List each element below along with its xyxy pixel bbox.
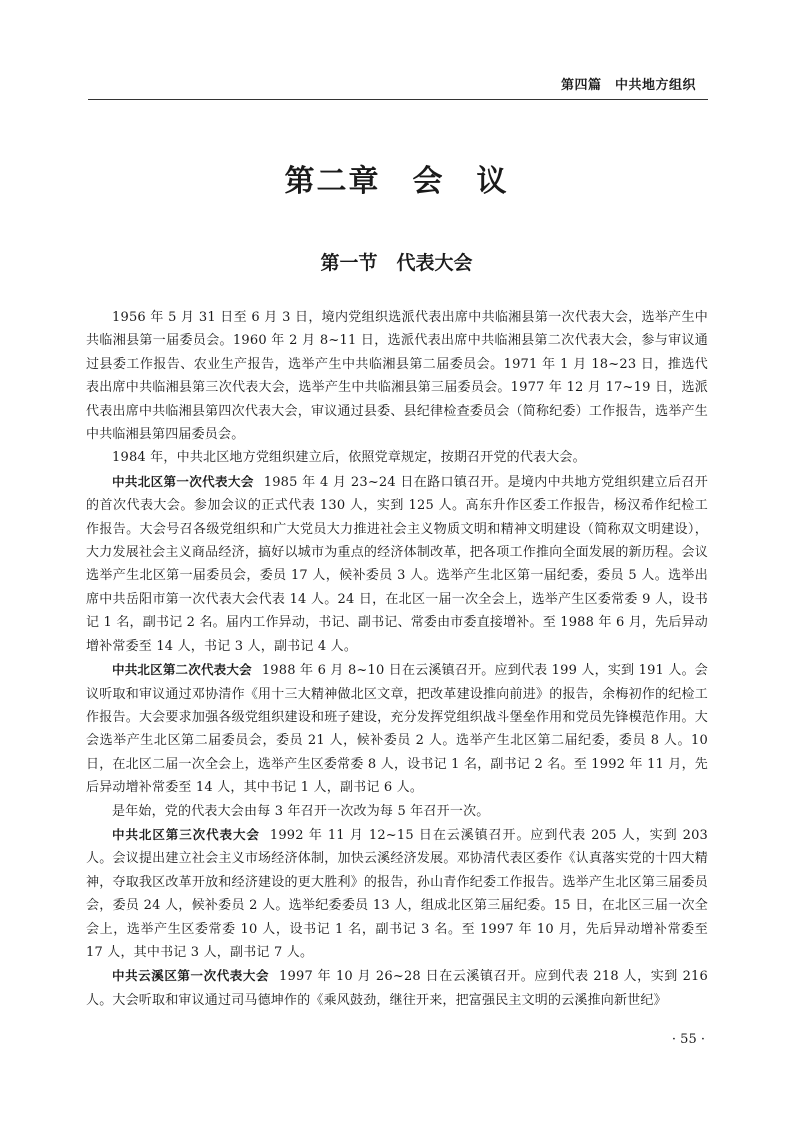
paragraph xyxy=(86,823,708,964)
running-header xyxy=(88,0,708,101)
paragraph-lead-heading: 中共北区第一次代表大会 xyxy=(112,473,254,489)
paragraph xyxy=(86,658,708,799)
paragraph-lead-heading: 中共北区第二次代表大会 xyxy=(112,662,252,678)
paragraph-text: 1997 年 10 月 26~28 日在云溪镇召开。应到代表 218 人，实到 216 人。大会听取和审议通过司马德坤作的《乘风鼓劲，继往开来，把富强民主文明的云溪推向新世纪》 xyxy=(86,969,708,1008)
paragraph-text: 1988 年 6 月 8~10 日在云溪镇召开。应到代表 199 人，实到 191 人。会议听取和审议通过邓协清作《用十三大精神做北区文章，把改革建设推向前进》的报告，余梅初作的纪检工作报告。大会要求加强各级党组织建设和班子建设，充分发挥党组织战斗堡垒作用和党员先锋模范作用。大会选举产生北区第二届委员会，委员 21 人，候补委员 2 人。选举产生北区第二届纪委，委员 8 人。10 日，在北区二届一次全会上，选举产生区委常委 8 人，设书记 1 名，副书记 2 名。至 1992 年 11 月，先后异动增补常委至 14 人，其中书记 1 人，副书记 6 人。 xyxy=(86,663,708,796)
paragraph-lead-heading: 中共北区第三次代表大会 xyxy=(112,826,260,842)
section-title: 第一节 代表大会 xyxy=(320,252,473,274)
paragraph xyxy=(86,446,708,469)
chapter-title: 第二章 会 议 xyxy=(284,164,509,199)
paragraph-text: 是年始，党的代表大会由每 3 年召开一次改为每 5 年召开一次。 xyxy=(112,803,490,819)
header-rule xyxy=(88,99,708,100)
body-text xyxy=(86,306,708,1012)
paragraph-text: 1985 年 4 月 23~24 日在路口镇召开。是境内中共地方党组织建立后召开的首次代表大会。参加会议的正式代表 130 人，实到 125 人。高东升作区委工作报告，杨汉希作纪检工作报告。大会号召各级党组织和广大党员大力推进社会主义物质文明和精神文明建设（简称双文明建设），大力发展社会主义商品经济，搞好以城市为重点的经济体制改革，把各项工作推向全面发展的新历程。会议选举产生北区第一届委员会，委员 17 人，候补委员 3 人。选举产生北区第一届纪委，委员 5 人。选举出席中共岳阳市第一次代表大会代表 14 人。24 日，在北区一届一次全会上，选举产生区委常委 9 人，设书记 1 名，副书记 2 名。届内工作异动，书记、副书记、常委由市委直接增补。至 1988 年 6 月，先后异动增补常委至 14 人，书记 3 人，副书记 4 人。 xyxy=(86,474,709,654)
paragraph-text: 1956 年 5 月 31 日至 6 月 3 日，境内党组织选派代表出席中共临湘县第一次代表大会，选举产生中共临湘县第一届委员会。1960 年 2 月 8~11 日，选派代表出席中共临湘县第二次代表大会，参与审议通过县委工作报告、农业生产报告，选举产生中共临湘县第二届委员会。1971 年 1 月 18~23 日，推选代表出席中共临湘县第三次代表大会，选举产生中共临湘县第三届委员会。1977 年 12 月 17~19 日，选派代表出席中共临湘县第四次代表大会，审议通过县委、县纪律检查委员会（简称纪委）工作报告，选举产生中共临湘县第四届委员会。 xyxy=(86,310,708,443)
running-header-title: 第四篇 中共地方组织 xyxy=(560,78,696,93)
paragraph-text: 1984 年，中共北区地方党组织建立后，依照党章规定，按期召开党的代表大会。 xyxy=(112,450,586,466)
paragraph xyxy=(86,470,708,658)
page-number: · 55 · xyxy=(671,1032,705,1047)
paragraph-text: 1992 年 11 月 12~15 日在云溪镇召开。应到代表 205 人，实到 203 人。会议提出建立社会主义市场经济体制，加快云溪经济发展。邓协清代表区委作《认真落实党的十四大精神，夺取我区改革开放和经济建设的更大胜利》的报告，孙山青作纪委工作报告。选举产生北区第三届委员会，委员 24 人，候补委员 2 人。选举纪委委员 13 人，组成北区第三届纪委。15 日，在北区三届一次全会上，选举产生区委常委 10 人，设书记 1 名，副书记 3 名。至 1997 年 10 月，先后异动增补常委至 17 人，其中书记 3 人，副书记 7 人。 xyxy=(86,827,709,960)
paragraph xyxy=(86,306,708,446)
paragraph xyxy=(86,800,708,823)
paragraph-lead-heading: 中共云溪区第一次代表大会 xyxy=(112,968,270,984)
paragraph xyxy=(86,964,708,1012)
